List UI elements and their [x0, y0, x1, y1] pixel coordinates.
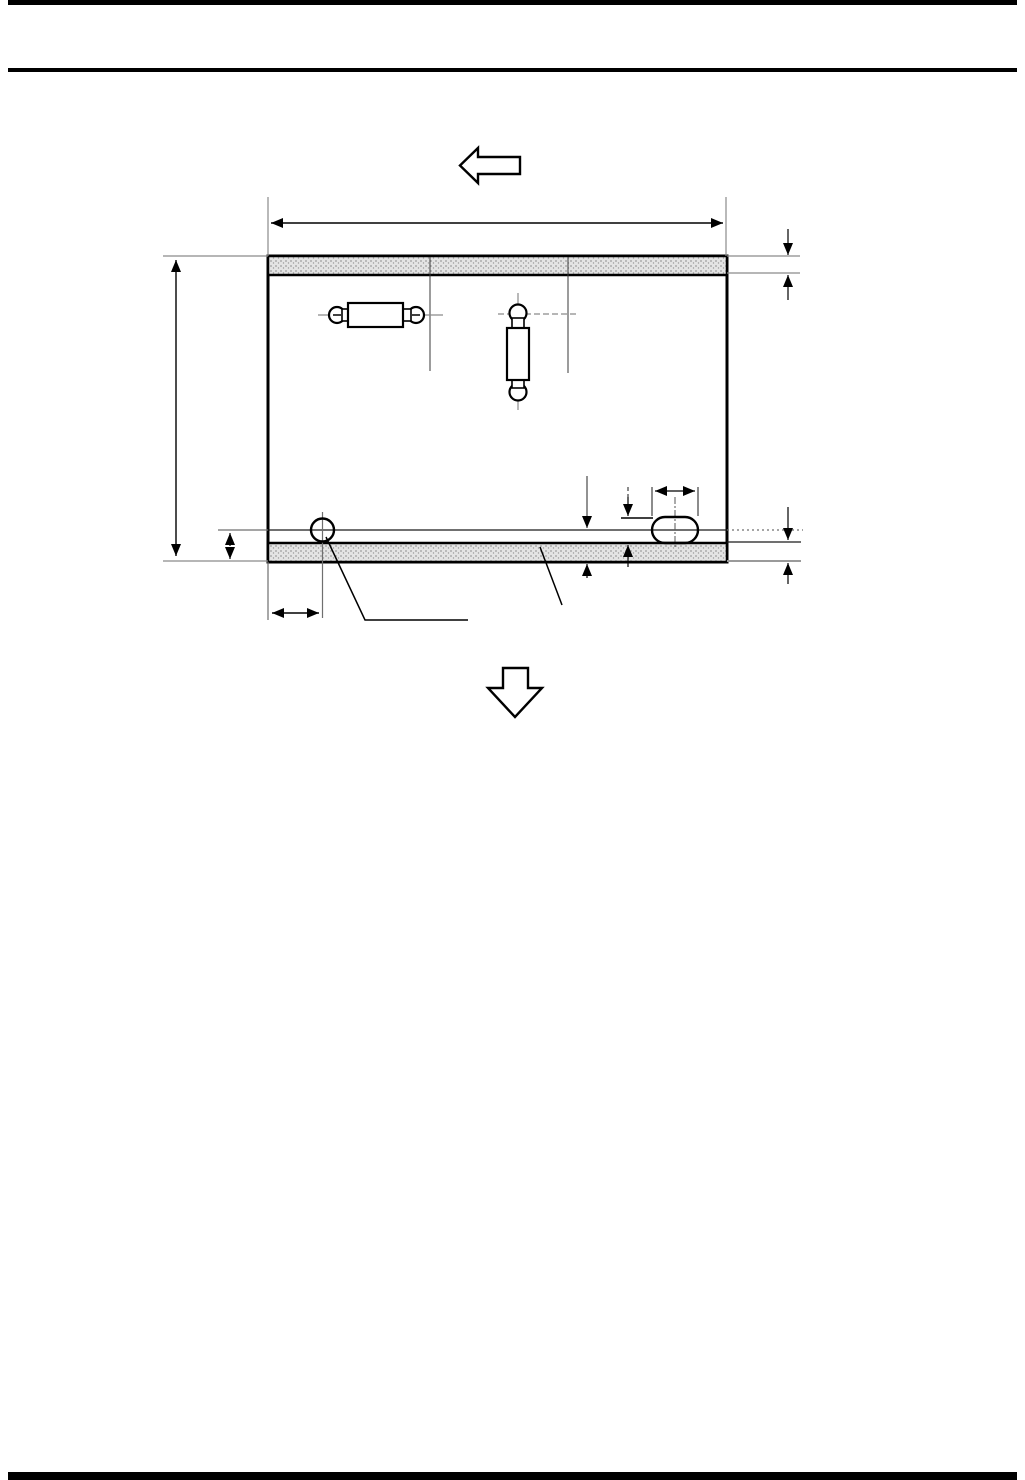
plate-outline	[268, 256, 727, 562]
direction-arrow-left	[460, 148, 520, 183]
page-bottom-bar	[8, 1472, 1017, 1480]
direction-arrow-down	[488, 668, 542, 717]
standoff-vertical-body	[507, 328, 529, 380]
screw-h-right-shank	[403, 309, 411, 321]
standoff-horizontal-body	[348, 303, 403, 327]
top-strip	[268, 256, 727, 275]
